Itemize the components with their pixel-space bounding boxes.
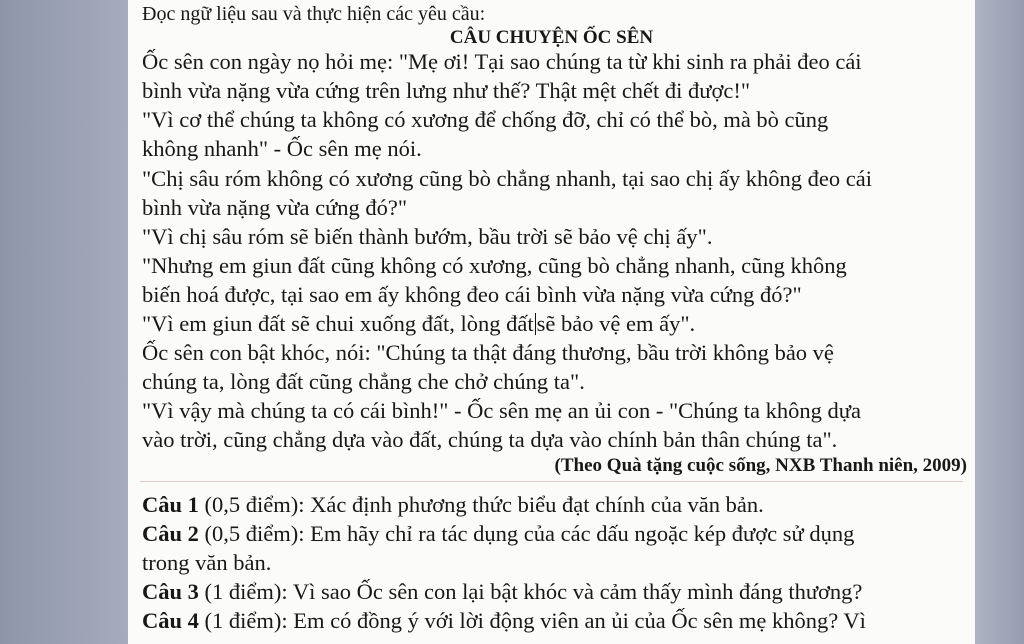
text-cursor [535, 313, 536, 335]
document-page[interactable] [128, 0, 975, 644]
question-line [142, 520, 854, 548]
question-text: trong văn bản. [142, 550, 272, 575]
question-line [142, 549, 271, 577]
story-line: bình vừa nặng vừa cứng đó?" [142, 195, 408, 220]
story-line: bình vừa nặng vừa cứng trên lưng như thế? Thật mệt chết đi được!" [142, 78, 751, 103]
story-line: Ốc sên con ngày nọ hỏi mẹ: "Mẹ ơi! Tại sao chúng ta từ khi sinh ra phải đeo cái [142, 49, 862, 74]
story-line: vào trời, cũng chẳng dựa vào đất, chúng ta dựa vào chính bản thân chúng ta". [142, 427, 838, 452]
left-background-panel [0, 0, 128, 644]
story-line: "Vì cơ thể chúng ta không có xương để chống đỡ, chỉ có thể bò, mà bò cũng [142, 107, 829, 132]
section-divider [140, 481, 963, 482]
story-title-text: CÂU CHUYỆN ỐC SÊN [449, 27, 654, 48]
text-before-cursor: "Vì em giun đất sẽ chui xuống đất, lòng đất [142, 311, 534, 336]
question-text: (0,5 điểm): Xác định phương thức biểu đạt chính của văn bản. [198, 492, 764, 517]
question-text: (1 điểm): Em có đồng ý với lời động viên an ủi của Ốc sên mẹ không? Vì [198, 608, 866, 633]
story-line: "Chị sâu róm không có xương cũng bò chẳng nhanh, tại sao chị ấy không đeo cái [142, 166, 872, 191]
question-label: Câu 2 [142, 521, 199, 546]
question-label: Câu 3 [142, 579, 199, 604]
text-after-cursor: sẽ bảo vệ em ấy". [536, 311, 696, 336]
question-label: Câu 1 [142, 492, 199, 517]
question-text: (0,5 điểm): Em hãy chỉ ra tác dụng của các dấu ngoặc kép được sử dụng [198, 521, 855, 546]
question-line [142, 607, 866, 635]
story-line: "Vì chị sâu róm sẽ biến thành bướm, bầu trời sẽ bảo vệ chị ấy". [142, 224, 713, 249]
story-line: biến hoá được, tại sao em ấy không đeo cái bình vừa nặng vừa cứng đó?" [142, 282, 802, 307]
question-line [142, 491, 764, 519]
story-line: chúng ta, lòng đất cũng chẳng che chở chúng ta". [142, 369, 585, 394]
source-citation: (Theo Quà tặng cuộc sống, NXB Thanh niên, 2009) [554, 455, 967, 476]
right-background-panel [975, 0, 1024, 644]
story-line: không nhanh" - Ốc sên mẹ nói. [142, 136, 422, 161]
question-text: (1 điểm): Vì sao Ốc sên con lại bật khóc và cảm thấy mình đáng thương? [198, 579, 863, 604]
instruction-line: Đọc ngữ liệu sau và thực hiện các yêu cầu: [142, 3, 486, 25]
story-line-with-cursor[interactable] [142, 310, 695, 338]
story-line: "Vì vậy mà chúng ta có cái bình!" - Ốc sên mẹ an ủi con - "Chúng ta không dựa [142, 398, 861, 423]
question-label: Câu 4 [142, 608, 199, 633]
story-line: "Nhưng em giun đất cũng không có xương, cũng bò chẳng nhanh, cũng không [142, 253, 847, 278]
question-line [142, 578, 862, 606]
story-line: Ốc sên con bật khóc, nói: "Chúng ta thật đáng thương, bầu trời không bảo vệ [142, 340, 834, 365]
